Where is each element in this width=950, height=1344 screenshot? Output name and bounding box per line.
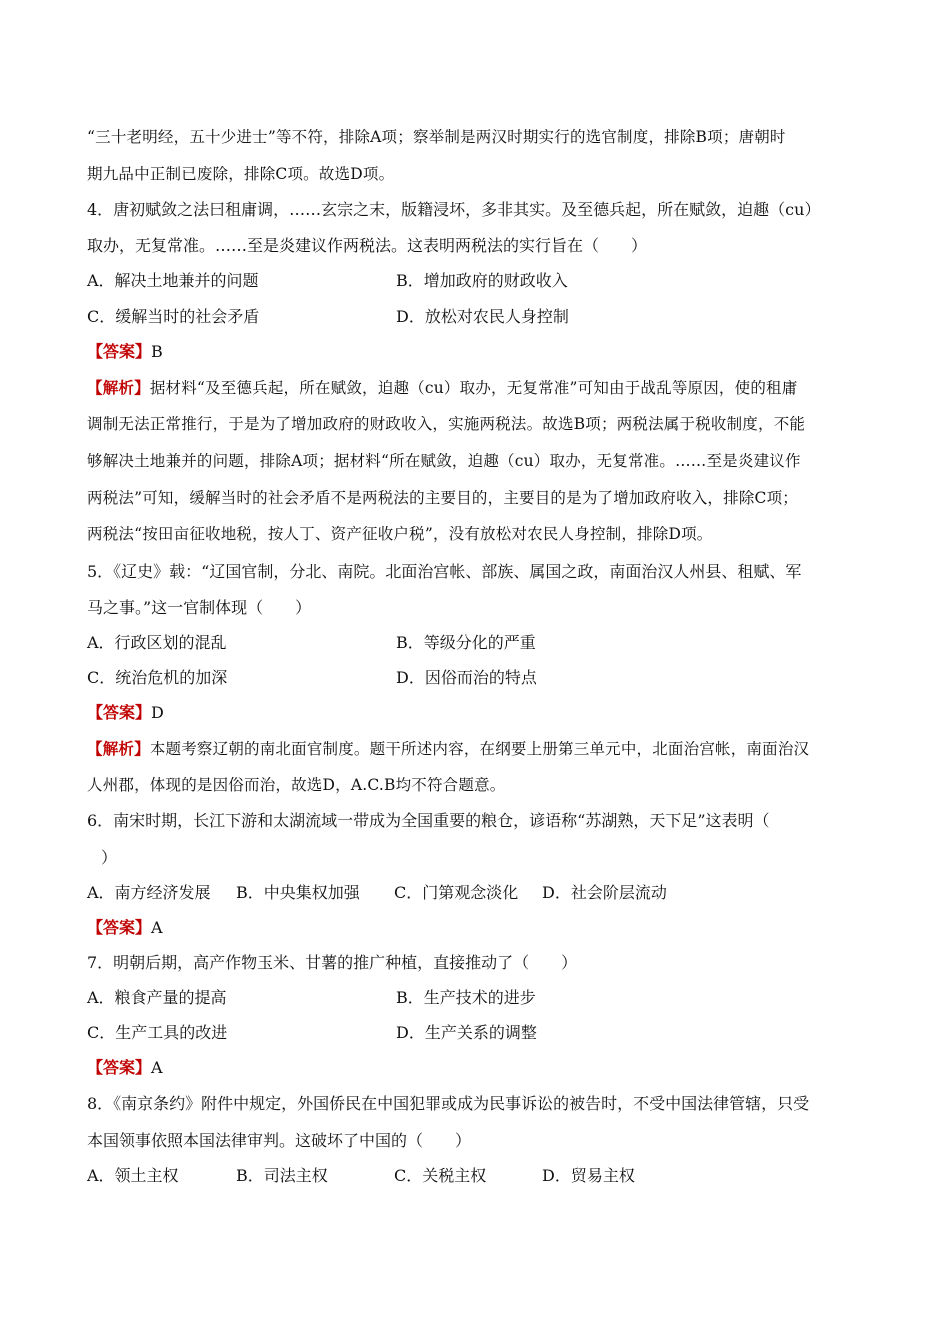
q8-option-b: B．司法主权	[236, 1166, 328, 1185]
q8-stem-line-2: 本国领事依照本国法律审判。这破坏了中国的（ ）	[87, 1131, 472, 1150]
q5-answer-value: D	[151, 703, 164, 722]
q7-option-b: B．生产技术的进步	[396, 988, 536, 1007]
q4-analysis-line-1	[87, 378, 797, 398]
q4-option-a: A．解决土地兼并的问题	[87, 271, 259, 290]
q4-stem-line-1: 4．唐初赋敛之法曰租庸调，……玄宗之末，版籍浸坏，多非其实。及至德兵起，所在赋敛，迫趣（cu）	[87, 200, 821, 219]
q7-stem-line-1: 7．明朝后期，高产作物玉米、甘薯的推广种植，直接推动了（ ）	[87, 953, 578, 972]
analysis-label: 【解析】	[87, 739, 150, 758]
q7-option-a: A．粮食产量的提高	[87, 988, 227, 1007]
q6-option-d: D．社会阶层流动	[542, 883, 667, 902]
q4-analysis-line-5: 两税法“按田亩征收地税，按人丁、资产征收户税”，没有放松对农民人身控制，排除D项。	[87, 525, 713, 543]
q8-option-a: A．领土主权	[87, 1166, 179, 1185]
q7-option-c: C．生产工具的改进	[87, 1023, 228, 1042]
intro-line-2: 期九品中正制已废除，排除C项。故选D项。	[87, 165, 395, 183]
analysis-label: 【解析】	[87, 378, 150, 397]
q4-answer	[87, 342, 163, 362]
q5-option-b: B．等级分化的严重	[396, 633, 536, 652]
q5-answer	[87, 703, 164, 723]
q5-stem-line-1: 5．《辽史》载：“辽国官制，分北、南院。北面治宫帐、部族、属国之政，南面治汉人州县、租赋、军	[87, 562, 802, 581]
q4-analysis-line-4: 两税法”可知，缓解当时的社会矛盾不是两税法的主要目的，主要目的是为了增加政府收入，排除C项；	[87, 489, 798, 507]
q8-stem-line-1: 8．《南京条约》附件中规定，外国侨民在中国犯罪或成为民事诉讼的被告时，不受中国法律管辖，只受	[87, 1094, 810, 1113]
q6-stem-line-1: 6．南宋时期，长江下游和太湖流域一带成为全国重要的粮仓，谚语称“苏湖熟，天下足”这表明（	[87, 811, 770, 830]
q6-stem-line-2: ）	[101, 848, 118, 867]
q6-option-c: C．门第观念淡化	[394, 883, 519, 902]
q8-option-c: C．关税主权	[394, 1166, 487, 1185]
q5-option-c: C．统治危机的加深	[87, 668, 228, 687]
q4-analysis-line-2: 调制无法正常推行，于是为了增加政府的财政收入，实施两税法。故选B项；两税法属于税收制度，不能	[87, 415, 806, 433]
q5-option-a: A．行政区划的混乱	[87, 633, 227, 652]
q5-option-d: D．因俗而治的特点	[396, 668, 537, 687]
q4-analysis-text-1: 据材料“及至德兵起，所在赋敛，迫趣（cu）取办，无复常准”可知由于战乱等原因，使的租庸	[149, 379, 798, 397]
q4-option-d: D．放松对农民人身控制	[396, 307, 569, 326]
answer-label: 【答案】	[87, 918, 152, 937]
answer-label: 【答案】	[87, 342, 152, 361]
q5-analysis-line-1	[87, 739, 809, 759]
answer-label: 【答案】	[87, 1058, 152, 1077]
q4-option-c: C．缓解当时的社会矛盾	[87, 307, 260, 326]
q6-option-b: B．中央集权加强	[236, 883, 360, 902]
q8-option-d: D．贸易主权	[542, 1166, 635, 1185]
intro-line-1: “三十老明经，五十少进士”等不符，排除A项；察举制是两汉时期实行的选官制度，排除B项；唐朝时	[87, 128, 786, 146]
q5-analysis-text-1: 本题考察辽朝的南北面官制度。题干所述内容，在纲要上册第三单元中，北面治宫帐，南面治汉	[149, 740, 810, 758]
answer-label: 【答案】	[87, 703, 152, 722]
q5-analysis-line-2: 人州郡，体现的是因俗而治，故选D，A.C.B均不符合题意。	[87, 776, 506, 794]
q7-option-d: D．生产关系的调整	[396, 1023, 537, 1042]
q7-answer-value: A	[151, 1058, 163, 1077]
q4-analysis-line-3: 够解决土地兼并的问题，排除A项；据材料“所在赋敛，迫趣（cu）取办，无复常准。……至是炎建议作	[87, 452, 801, 470]
q6-option-a: A．南方经济发展	[87, 883, 211, 902]
q5-stem-line-2: 马之事。”这一官制体现（ ）	[87, 598, 312, 617]
q6-answer-value: A	[151, 918, 163, 937]
q4-stem-line-2: 取办，无复常准。……至是炎建议作两税法。这表明两税法的实行旨在（ ）	[87, 236, 648, 255]
q6-answer	[87, 918, 163, 938]
q7-answer	[87, 1058, 163, 1078]
q4-answer-value: B	[151, 342, 163, 361]
q4-option-b: B．增加政府的财政收入	[396, 271, 568, 290]
